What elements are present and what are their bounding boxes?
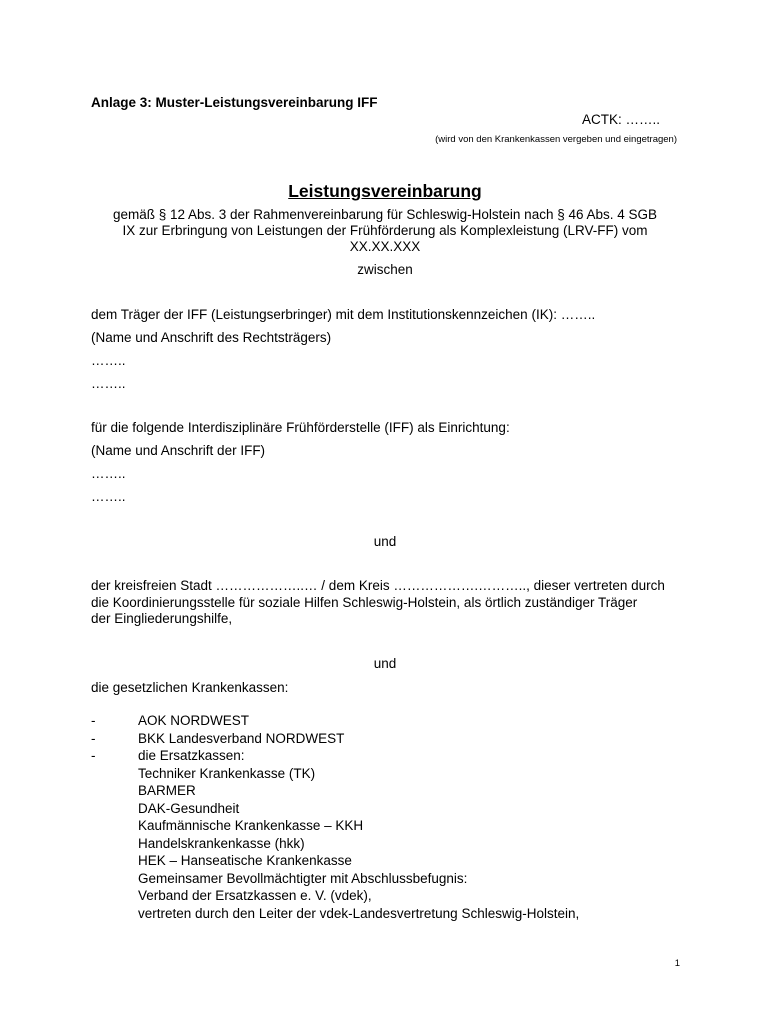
document-title: Leistungsvereinbarung	[288, 181, 482, 201]
bevollmaechtigter-line: Gemeinsamer Bevollmächtigter mit Abschlussbefugnis:	[138, 871, 468, 886]
actk-field: ACTK: ……..	[581, 112, 660, 127]
stadt-line-3: der Eingliederungshilfe,	[91, 611, 233, 626]
ersatzkasse-item: BARMER	[138, 783, 196, 798]
actk-note: (wird von den Krankenkassen vergeben und eingetragen)	[435, 134, 677, 145]
subtitle-line-1: gemäß § 12 Abs. 3 der Rahmenvereinbarung für Schleswig-Holstein nach § 46 Abs. 4 SGB	[112, 207, 658, 222]
traeger-line: dem Träger der IFF (Leistungserbringer) mit dem Institutionskennzeichen (IK): ……..	[91, 307, 596, 322]
vdek-line: Verband der Ersatzkassen e. V. (vdek),	[138, 888, 372, 903]
stadt-line-1: der kreisfreien Stadt ………………..… / dem Kreis ……………….……….., dieser vertreten durch	[91, 578, 665, 593]
placeholder-line: ……..	[91, 466, 126, 481]
list-item: AOK NORDWEST	[138, 713, 250, 728]
ersatzkasse-item: Techniker Krankenkasse (TK)	[138, 766, 316, 781]
zwischen-label: zwischen	[357, 262, 413, 277]
einrichtung-name-line: (Name und Anschrift der IFF)	[91, 443, 266, 458]
und-label: und	[373, 656, 397, 671]
stadt-line-2: die Koordinierungsstelle für soziale Hilfen Schleswig-Holstein, als örtlich zuständiger Träger	[91, 595, 638, 610]
ersatzkasse-item: DAK-Gesundheit	[138, 801, 240, 816]
list-dash: -	[91, 731, 96, 746]
ersatzkasse-item: Handelskrankenkasse (hkk)	[138, 836, 305, 851]
list-item: BKK Landesverband NORDWEST	[138, 731, 345, 746]
subtitle-line-2: IX zur Erbringung von Leistungen der Frühförderung als Komplexleistung (LRV-FF) vom	[122, 223, 648, 238]
placeholder-line: ……..	[91, 489, 126, 504]
list-dash: -	[91, 713, 96, 728]
placeholder-line: ……..	[91, 353, 126, 368]
einrichtung-line: für die folgende Interdisziplinäre Frühförderstelle (IFF) als Einrichtung:	[91, 420, 510, 435]
und-label: und	[373, 534, 397, 549]
list-item: die Ersatzkassen:	[138, 748, 245, 763]
kassen-intro: die gesetzlichen Krankenkassen:	[91, 680, 289, 695]
page-number: 1	[674, 958, 680, 969]
ersatzkasse-item: HEK – Hanseatische Krankenkasse	[138, 853, 352, 868]
traeger-name-line: (Name und Anschrift des Rechtsträgers)	[91, 330, 332, 345]
list-dash: -	[91, 748, 96, 763]
subtitle-line-3: XX.XX.XXX	[349, 239, 421, 254]
placeholder-line: ……..	[91, 376, 126, 391]
vdek-vertretung-line: vertreten durch den Leiter der vdek-Landesvertretung Schleswig-Holstein,	[138, 906, 580, 921]
anlage-title: Anlage 3: Muster-Leistungsvereinbarung IFF	[91, 95, 378, 110]
ersatzkasse-item: Kaufmännische Krankenkasse – KKH	[138, 818, 364, 833]
